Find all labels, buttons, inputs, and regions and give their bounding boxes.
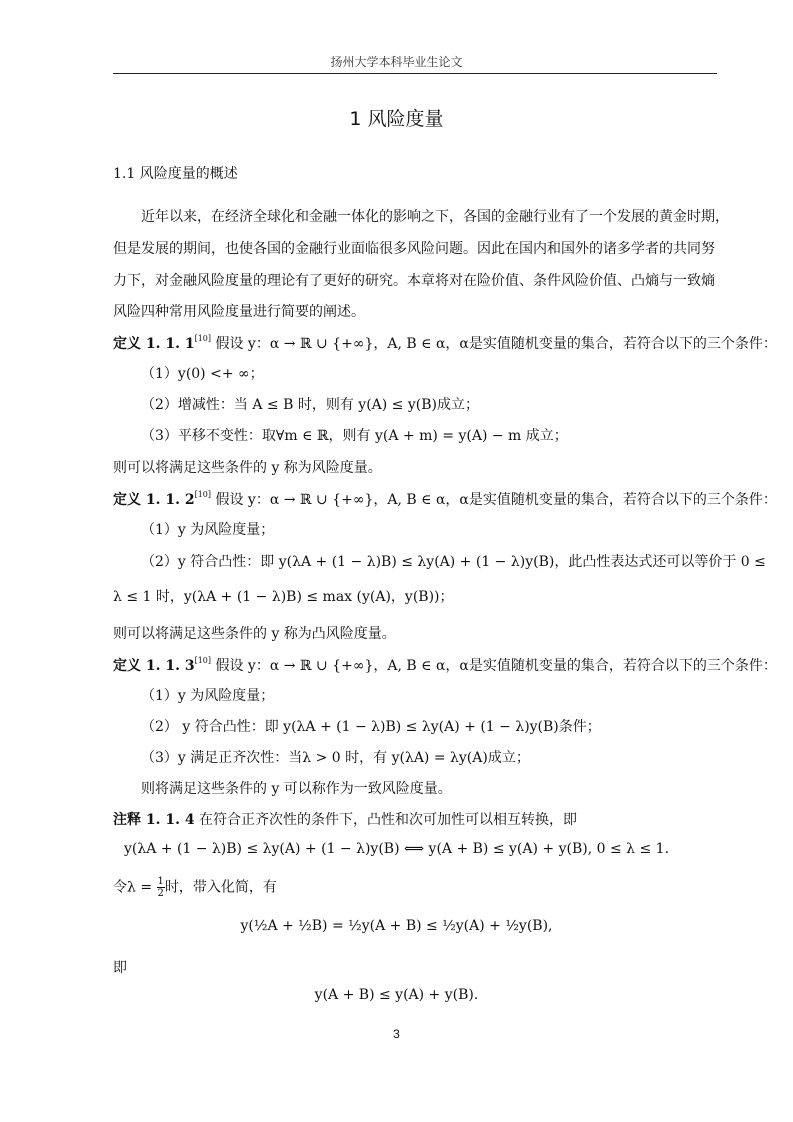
def2-condition-1: （1）y 为风险度量； [141, 522, 275, 538]
intro-line-2: 但是发展的期间，也使各国的金融行业面临很多风险问题。因此在国内和国外的诸多学者的共同努 [113, 241, 715, 257]
def3-conclusion: 则将满足这些条件的 y 可以称作为一致风险度量。 [141, 781, 452, 797]
intro-line-3: 力下，对金融风险度量的理论有了更好的研究。本章将对在险价值、条件风险价值、凸熵与一致熵 [113, 273, 715, 289]
def2-condition-2: （2）y 符合凸性：即 y(λA + (1 − λ)B) ≤ λy(A) + (1 − λ)y(B)，此凸性表达式还可以等价于 0 ≤ [141, 554, 766, 570]
page-number: 3 [393, 1027, 400, 1041]
citation-ref: [10] [194, 334, 212, 343]
intro-line-4: 风险四种常用风险度量进行简要的阐述。 [113, 304, 365, 320]
note-label: 注释 1. 1. 4 [113, 812, 195, 828]
def2-conclusion: 则可以将满足这些条件的 y 称为凸风险度量。 [113, 626, 396, 642]
definition-1-1-3 [113, 655, 777, 675]
ji-word: 即 [113, 960, 127, 976]
running-header: 扬州大学本科毕业生论文 [330, 55, 463, 69]
chapter-title: 1 风险度量 [349, 108, 444, 130]
definition-label: 定义 1. 1. 3 [113, 658, 195, 674]
def3-condition-1: （1）y 为风险度量； [141, 688, 275, 704]
fraction-denominator: 2 [157, 888, 164, 899]
intro-line-1: 近年以来，在经济全球化和金融一体化的影响之下，各国的金融行业有了一个发展的黄金时期， [141, 209, 729, 225]
def2-condition-2-cont: λ ≤ 1 时，y(λA + (1 − λ)B) ≤ max (y(A)，y(B))； [113, 589, 454, 605]
fraction-numerator: 1 [157, 876, 164, 887]
let-prefix: 令λ = [113, 879, 157, 896]
header-rule [113, 73, 717, 74]
def1-condition-3: （3）平移不变性：取∀m ∈ ℝ，则有 y(A + m) = y(A) − m 成立； [141, 428, 568, 444]
def3-condition-2: （2） y 符合凸性：即 y(λA + (1 − λ)B) ≤ λy(A) + (1 − λ)y(B)条件； [141, 719, 601, 735]
definition-text: 假设 y：α → ℝ ∪ {+∞}，A, B ∈ α，α是实值随机变量的集合，若符合以下的三个条件： [211, 658, 777, 674]
citation-ref: [10] [194, 656, 212, 665]
definition-1-1-2 [113, 489, 777, 509]
note-1-1-4 [113, 809, 577, 829]
section-title: 1.1 风险度量的概述 [113, 166, 238, 182]
let-suffix: 时，带入化简，有 [164, 879, 277, 896]
def1-condition-2: （2）增减性：当 A ≤ B 时，则有 y(A) ≤ y(B)成立； [141, 397, 479, 413]
definition-text: 假设 y：α → ℝ ∪ {+∞}，A, B ∈ α，α是实值随机变量的集合，若符合以下的三个条件： [211, 492, 777, 508]
note-text: 在符合正齐次性的条件下，凸性和次可加性可以相互转换，即 [194, 812, 578, 828]
let-lambda-line [113, 876, 277, 899]
def1-condition-1: （1）y(0) <+ ∞； [141, 366, 264, 382]
equation-1: y(λA + (1 − λ)B) ≤ λy(A) + (1 − λ)y(B) ⟺ y(A + B) ≤ y(A) + y(B), 0 ≤ λ ≤ 1. [123, 841, 670, 857]
def1-conclusion: 则可以将满足这些条件的 y 称为风险度量。 [113, 460, 382, 476]
equation-3: y(A + B) ≤ y(A) + y(B). [314, 987, 479, 1003]
citation-ref: [10] [194, 490, 212, 499]
definition-label: 定义 1. 1. 2 [113, 492, 195, 508]
equation-2: y(½A + ½B) = ½y(A + B) ≤ ½y(A) + ½y(B), [240, 918, 553, 934]
def3-condition-3: （3）y 满足正齐次性：当λ > 0 时，有 y(λA) = λy(A)成立； [141, 750, 530, 766]
definition-1-1-1 [113, 333, 777, 353]
definition-text: 假设 y：α → ℝ ∪ {+∞}，A, B ∈ α，α是实值随机变量的集合，若符合以下的三个条件： [211, 336, 777, 352]
definition-label: 定义 1. 1. 1 [113, 336, 195, 352]
fraction-half [157, 876, 165, 899]
